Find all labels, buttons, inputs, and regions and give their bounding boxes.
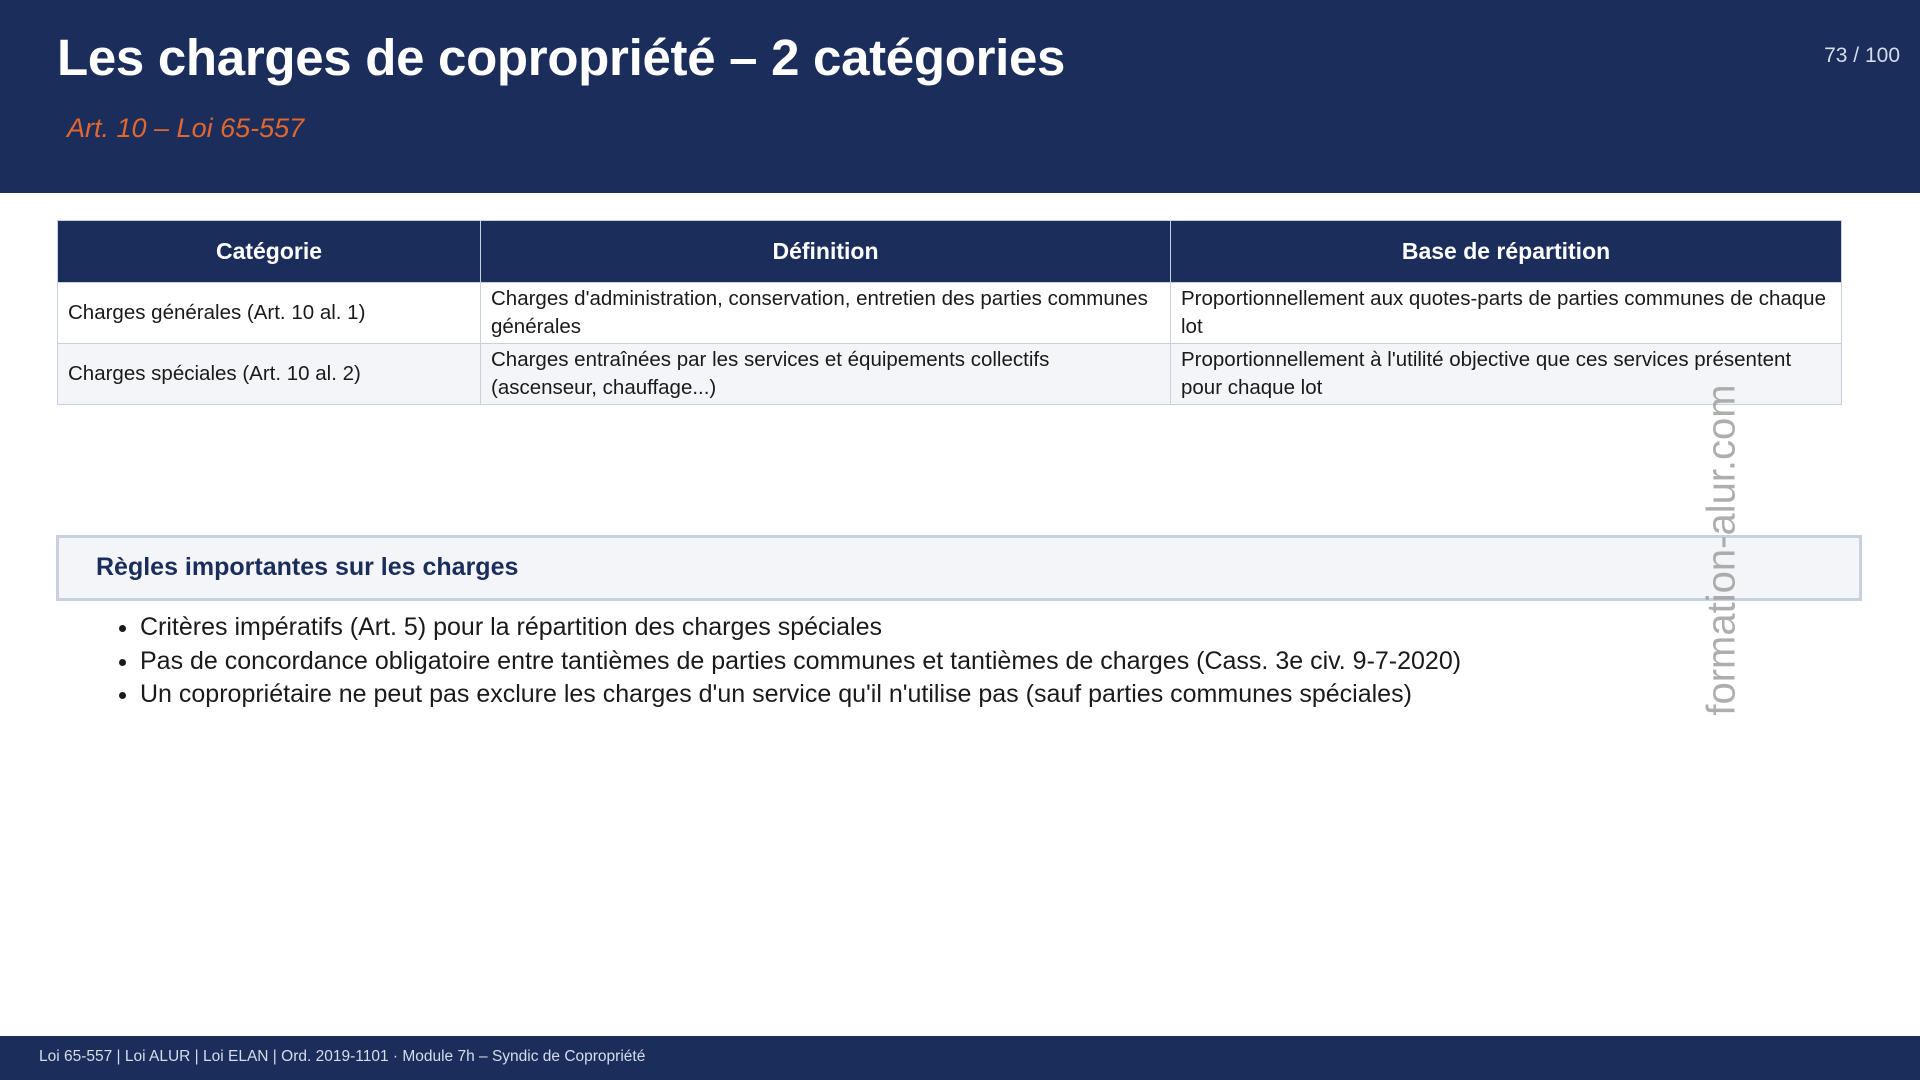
slide-footer — [0, 1036, 1920, 1080]
charges-table-container — [57, 220, 1841, 405]
footer-text: Loi 65-557 | Loi ALUR | Loi ELAN | Ord. 2019-1101 · Module 7h – Syndic de Copropriété — [39, 1048, 646, 1065]
slide-subtitle: Art. 10 – Loi 65-557 — [67, 113, 305, 143]
charges-table — [57, 220, 1842, 405]
list-item: • Pas de concordance obligatoire entre tantièmes de parties communes et tantièmes de charges (Cass. 3e civ. 9-7-2020) — [140, 645, 1461, 679]
table-row — [58, 344, 1842, 405]
cell-base: Proportionnellement à l'utilité objective que ces services présentent pour chaque lot — [1171, 344, 1842, 405]
column-header-definition: Définition — [481, 221, 1171, 283]
rules-heading-box — [56, 535, 1862, 601]
cell-categorie: Charges générales (Art. 10 al. 1) — [58, 283, 481, 344]
cell-definition: Charges d'administration, conservation, entretien des parties communes générales — [481, 283, 1171, 344]
page-indicator: 73 / 100 — [1824, 44, 1900, 67]
rules-list — [115, 611, 1461, 712]
table-header-row — [58, 221, 1842, 283]
column-header-categorie: Catégorie — [58, 221, 481, 283]
column-header-base: Base de répartition — [1171, 221, 1842, 283]
slide-title: Les charges de copropriété – 2 catégories — [57, 29, 1066, 86]
cell-definition: Charges entraînées par les services et équipements collectifs (ascenseur, chauffage...) — [481, 344, 1171, 405]
cell-base: Proportionnellement aux quotes-parts de parties communes de chaque lot — [1171, 283, 1842, 344]
watermark-text: formation-alur.com — [1699, 384, 1744, 716]
slide-header — [0, 0, 1920, 193]
cell-categorie: Charges spéciales (Art. 10 al. 2) — [58, 344, 481, 405]
list-item: • Un copropriétaire ne peut pas exclure les charges d'un service qu'il n'utilise pas (sauf parties communes spéciales) — [140, 678, 1461, 712]
rules-heading: Règles importantes sur les charges — [96, 553, 519, 581]
list-item: • Critères impératifs (Art. 5) pour la répartition des charges spéciales — [140, 611, 1461, 645]
table-row — [58, 283, 1842, 344]
